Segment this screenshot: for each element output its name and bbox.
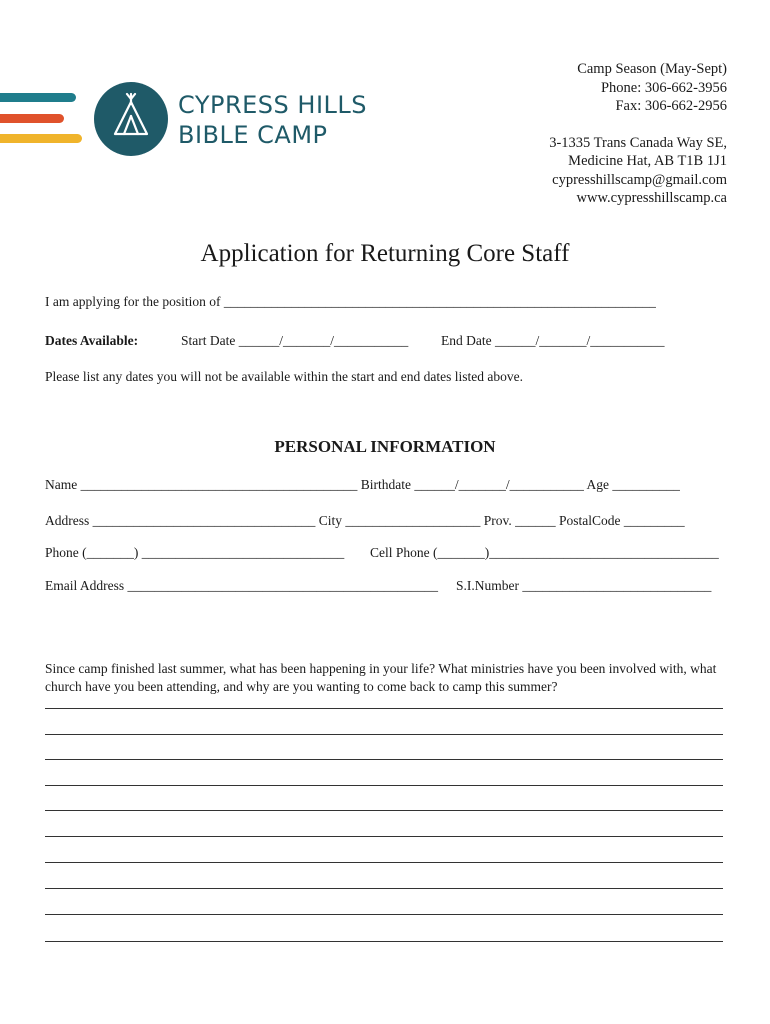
phone-number: Phone: 306-662-3956 bbox=[600, 79, 727, 96]
answer-line[interactable] bbox=[45, 862, 723, 863]
answer-line[interactable] bbox=[45, 734, 723, 735]
logo-line2: BIBLE CAMP bbox=[178, 121, 328, 149]
fax-number: Fax: 306-662-2956 bbox=[615, 98, 727, 114]
contact-block bbox=[549, 60, 727, 208]
start-date-field[interactable]: Start Date ______/_______/___________ bbox=[181, 333, 409, 348]
street-address: 3-1335 Trans Canada Way SE, bbox=[549, 134, 727, 151]
answer-line[interactable] bbox=[45, 708, 723, 709]
address-row[interactable]: Address _________________________________ City ____________________ Prov. ______ PostalCode _________ bbox=[45, 513, 685, 528]
phone-field[interactable]: Phone (_______) ______________________________ bbox=[45, 545, 345, 560]
city-address: Medicine Hat, AB T1B 1J1 bbox=[568, 153, 727, 169]
logo-stripe-teal bbox=[0, 93, 76, 102]
cell-phone-field[interactable]: Cell Phone (_______)__________________________________ bbox=[370, 545, 719, 560]
end-date-field[interactable]: End Date ______/_______/___________ bbox=[441, 333, 665, 348]
logo-line1: CYPRESS HILLS bbox=[178, 91, 368, 119]
answer-line[interactable] bbox=[45, 785, 723, 786]
logo-stripe-orange bbox=[0, 114, 64, 123]
sin-field[interactable]: S.I.Number ____________________________ bbox=[456, 578, 712, 593]
position-field[interactable]: I am applying for the position of ________________________________________________________________ bbox=[45, 294, 656, 309]
answer-line[interactable] bbox=[45, 914, 723, 915]
logo-stripe-yellow bbox=[0, 134, 82, 143]
life-update-question: Since camp finished last summer, what has been happening in your life? What ministries have you been involved with, what church have you been attending, and why are you wanting to come back to camp this summer? bbox=[45, 661, 717, 694]
website-link[interactable]: www.cypresshillscamp.ca bbox=[576, 190, 727, 206]
answer-line[interactable] bbox=[45, 888, 723, 889]
answer-line[interactable] bbox=[45, 810, 723, 811]
answer-line[interactable] bbox=[45, 941, 723, 942]
camp-season: Camp Season (May-Sept) bbox=[577, 61, 727, 77]
email-link[interactable]: cypresshillscamp@gmail.com bbox=[552, 171, 727, 188]
page-title: Application for Returning Core Staff bbox=[200, 240, 570, 267]
answer-line[interactable] bbox=[45, 759, 723, 760]
dates-label: Dates Available: bbox=[45, 333, 139, 348]
answer-line[interactable] bbox=[45, 836, 723, 837]
personal-info-heading: PERSONAL INFORMATION bbox=[274, 437, 496, 456]
unavailable-dates-note: Please list any dates you will not be available within the start and end dates listed above. bbox=[45, 369, 524, 384]
email-field[interactable]: Email Address ______________________________________________ bbox=[45, 578, 438, 593]
logo-tent-icon bbox=[94, 82, 168, 156]
name-birthdate-age-row[interactable]: Name _________________________________________ Birthdate ______/_______/___________ Age __________ bbox=[45, 477, 680, 492]
